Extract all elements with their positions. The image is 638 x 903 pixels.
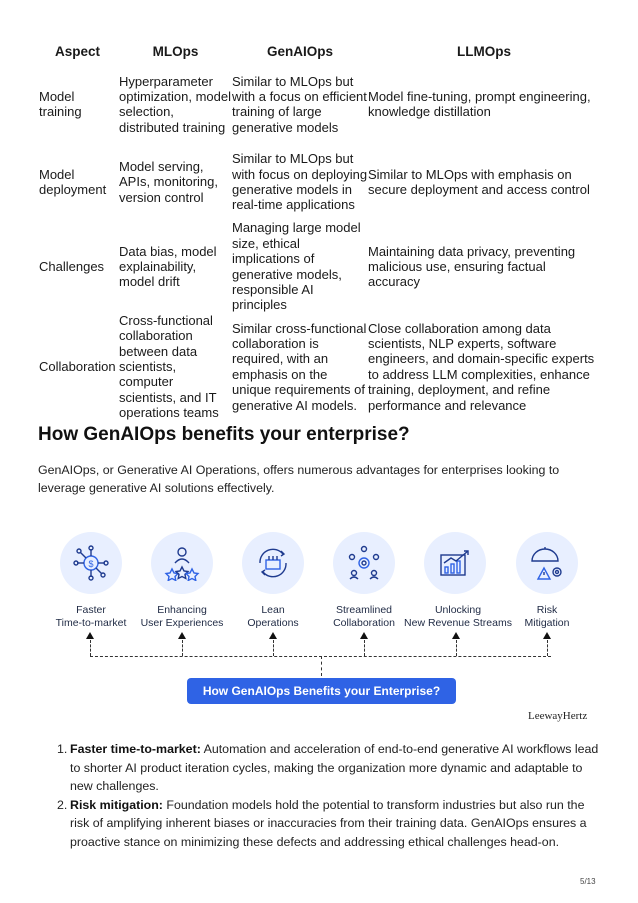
umbrella-gear-icon: [516, 532, 578, 594]
benefit-label-streamlined-collaboration: Streamlined Collaboration: [333, 604, 395, 629]
table-cell: Managing large model size, ethical implications of generative models, responsible AI principles: [232, 220, 361, 313]
growth-chart-icon: [424, 532, 486, 594]
benefit-label-faster-time-to-market: Faster Time-to-market: [55, 604, 127, 629]
arrow-up-icon: [269, 632, 277, 639]
dollar-network-icon: [60, 532, 122, 594]
connector-line: [321, 656, 322, 676]
table-cell: Model training: [39, 89, 82, 120]
brand-logo: LeewayHertz: [528, 710, 588, 722]
table-header-row: [36, 44, 600, 65]
table-cell: Close collaboration among data scientists, NLP experts, software engineers, and domain-specific experts to address LLM complexities, enhance training, deployment, and refine performance and relevance: [368, 320, 595, 413]
table-cell: Model serving, APIs, monitoring, version control: [119, 158, 218, 205]
table-row: [36, 313, 600, 421]
infographic-banner: How GenAIOps Benefits your Enterprise?: [187, 678, 456, 704]
team-gear-icon: [333, 532, 395, 594]
table-cell: Data bias, model explainability, model drift: [119, 243, 217, 290]
table-cell: Similar to MLOps but with focus on deploying generative models in real-time applications: [232, 151, 368, 213]
header-genaiops: GenAIOps: [266, 44, 333, 59]
header-llmops: LLMOps: [457, 44, 511, 59]
table-row: [36, 220, 600, 312]
list-item-title: Risk mitigation:: [70, 797, 163, 812]
list-item-text: Foundation models hold the potential to transform industries but also run the risk of amplifying inherent biases or inaccuracies from their training data. GenAIOps ensures a proactive stance on minimizing these defects and addressing ethical challenges head-on.: [70, 797, 587, 849]
benefit-label-enhancing-user-experiences: Enhancing User Experiences: [140, 604, 224, 629]
benefit-label-lean-operations: Lean Operations: [247, 604, 299, 629]
list-item-title: Faster time-to-market:: [70, 742, 201, 756]
table-cell: Challenges: [39, 258, 105, 274]
comparison-table: [36, 44, 600, 421]
connector-line: [364, 640, 365, 656]
connector-line: [90, 640, 91, 656]
user-stars-icon: [151, 532, 213, 594]
arrow-up-icon: [452, 632, 460, 639]
list-item: 1. Faster time-to-market: Automation and acceleration of end-to-end generative AI workflows lead to shorter AI product iteration cycles, making the organization more dynamic and adaptable to new challenges.: [57, 742, 599, 793]
arrow-up-icon: [360, 632, 368, 639]
table-cell: Collaboration: [39, 359, 116, 375]
connector-line: [182, 640, 183, 656]
table-cell: Maintaining data privacy, preventing malicious use, ensuring factual accuracy: [368, 243, 576, 290]
table-cell: Similar cross-functional collaboration is required, with an emphasis on the unique requirements of generative AI models.: [232, 320, 367, 413]
benefits-infographic: [40, 522, 600, 722]
benefits-list: [52, 740, 602, 851]
section-title: How GenAIOps benefits your enterprise?: [38, 424, 410, 445]
table-cell: Model deployment: [39, 166, 107, 197]
arrow-up-icon: [86, 632, 94, 639]
list-item: 2. Risk mitigation: Foundation models hold the potential to transform industries but also run the risk of amplifying inherent biases or inaccuracies from their training data. GenAIOps ensures a proactive stance on minimizing these defects and addressing ethical challenges head-on.: [57, 797, 587, 849]
connector-line: [456, 640, 457, 656]
arrow-up-icon: [543, 632, 551, 639]
header-aspect: Aspect: [54, 44, 100, 59]
benefit-label-new-revenue-streams: Unlocking New Revenue Streams: [404, 604, 512, 629]
factory-cycle-icon: [242, 532, 304, 594]
table-row: [36, 65, 600, 143]
table-row: [36, 143, 600, 220]
benefit-label-risk-mitigation: Risk Mitigation: [524, 604, 570, 629]
table-cell: Model fine-tuning, prompt engineering, knowledge distillation: [368, 89, 591, 120]
table-cell: Hyperparameter optimization, model selection, distributed training: [119, 73, 231, 135]
list-item-text: Automation and acceleration of end-to-end generative AI workflows lead to shorter AI product iteration cycles, making the organization more dynamic and adaptable to new challenges.: [70, 742, 599, 793]
header-mlops: MLOps: [152, 44, 199, 59]
table-cell: Cross-functional collaboration between data scientists, computer scientists, and IT operations teams: [119, 312, 219, 421]
connector-line: [273, 640, 274, 656]
svg-text:$: $: [88, 559, 94, 569]
page-number: 5/13: [580, 877, 596, 886]
connector-line: [547, 640, 548, 656]
intro-paragraph: GenAIOps, or Generative AI Operations, offers numerous advantages for enterprises looking to leverage generative AI solutions effectively.: [38, 463, 560, 495]
table-cell: Similar to MLOps with emphasis on secure deployment and access control: [368, 166, 590, 197]
table-cell: Similar to MLOps but with a focus on efficient training of large generative models: [232, 73, 367, 135]
arrow-up-icon: [178, 632, 186, 639]
